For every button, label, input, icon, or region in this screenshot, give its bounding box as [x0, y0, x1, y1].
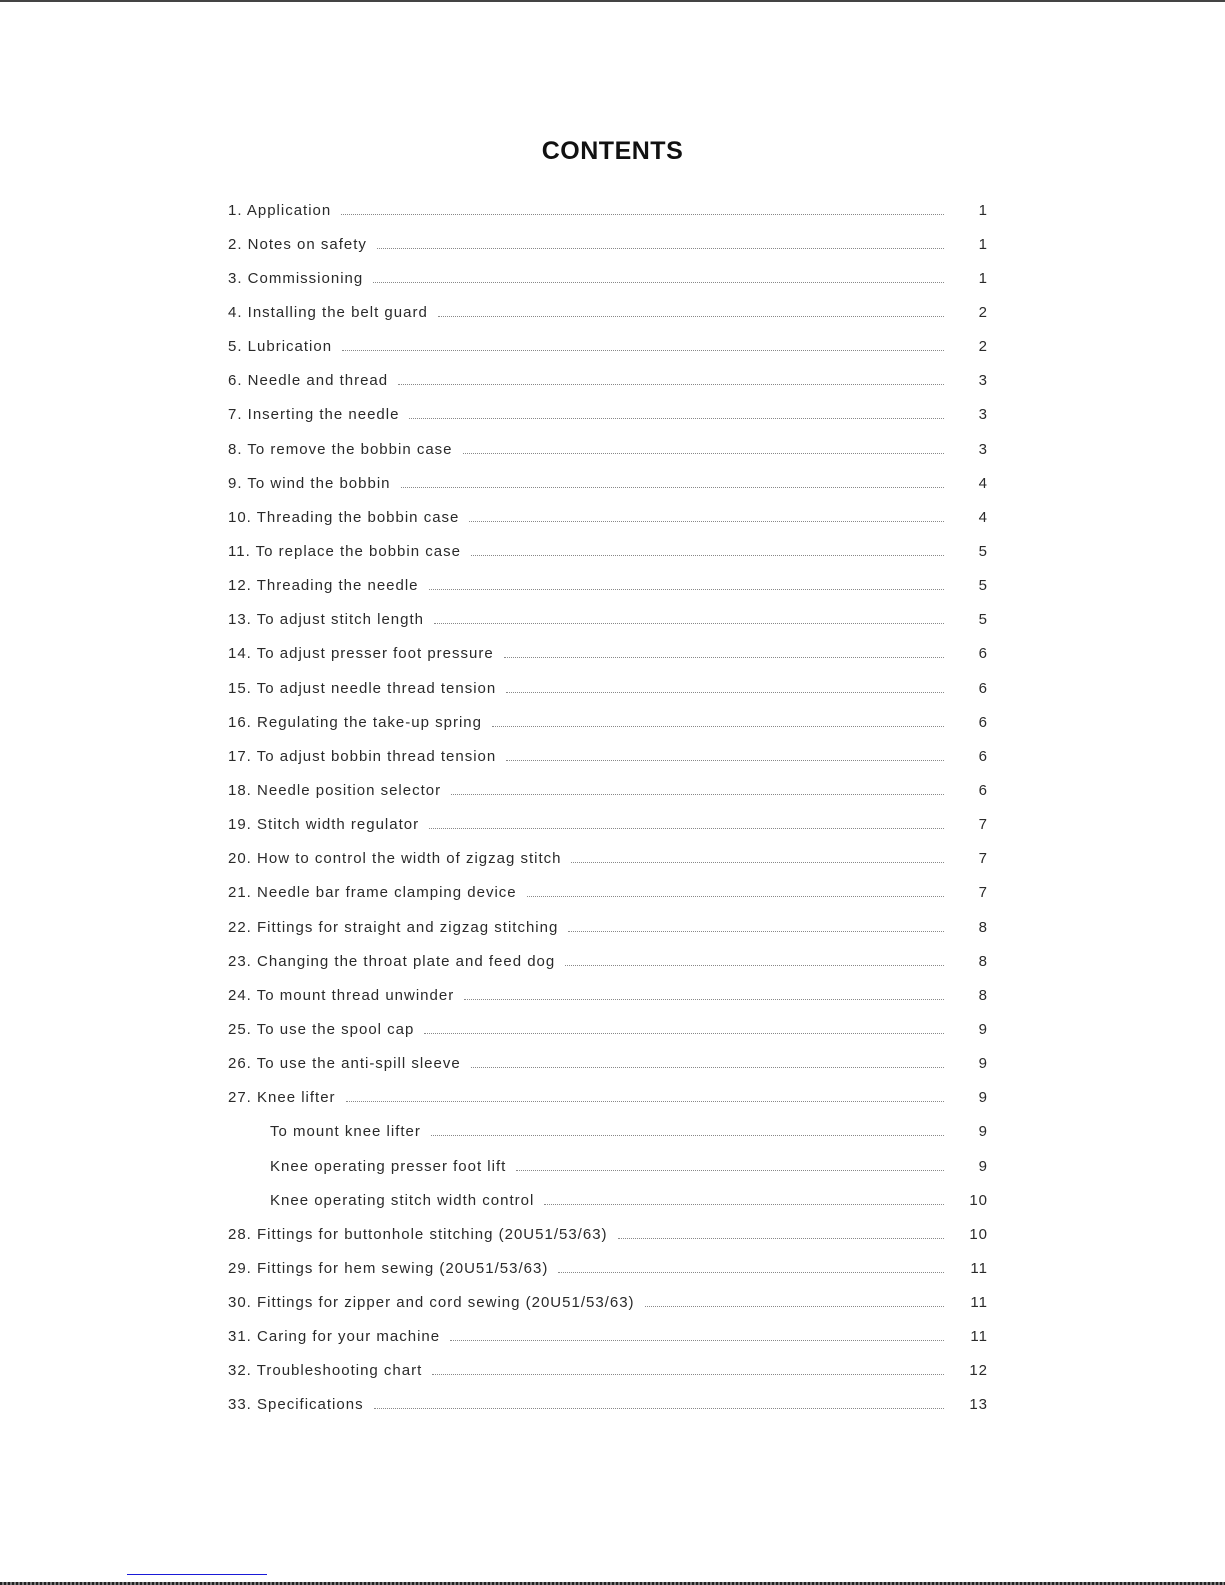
toc-entry-label: 31. Caring for your machine	[228, 1328, 441, 1346]
toc-entry-page: 3	[978, 406, 988, 424]
toc-entry-page: 2	[978, 338, 988, 356]
toc-entry-page: 9	[978, 1089, 988, 1107]
toc-entry-page: 10	[969, 1191, 988, 1209]
toc-entry-label: 25. To use the spool cap	[228, 1020, 415, 1038]
toc-entry-label: 29. Fittings for hem sewing (20U51/53/63)	[228, 1259, 549, 1277]
dot-leader	[618, 1238, 944, 1239]
dot-leader	[346, 1101, 944, 1102]
dot-leader	[401, 487, 945, 488]
dot-leader	[516, 1170, 944, 1171]
toc-entry[interactable]	[228, 842, 998, 876]
toc-entry[interactable]	[228, 466, 998, 500]
toc-entry[interactable]	[228, 705, 998, 739]
dot-leader	[432, 1374, 944, 1375]
dot-leader	[504, 657, 944, 658]
toc-entry-page: 5	[978, 577, 988, 595]
toc-entry-page: 9	[978, 1123, 988, 1141]
dot-leader	[424, 1033, 944, 1034]
toc-entry[interactable]	[228, 534, 998, 568]
toc-entry[interactable]	[228, 1081, 998, 1115]
toc-entry[interactable]	[228, 739, 998, 773]
dot-leader	[464, 999, 944, 1000]
toc-entry[interactable]	[228, 1047, 998, 1081]
dot-leader	[451, 794, 944, 795]
toc-entry[interactable]	[228, 603, 998, 637]
dot-leader	[471, 1067, 944, 1068]
toc-entry[interactable]	[228, 364, 998, 398]
dot-leader	[398, 384, 944, 385]
toc-entry-label: 32. Troubleshooting chart	[228, 1362, 423, 1380]
toc-entry[interactable]	[228, 330, 998, 364]
toc-entry-label: 16. Regulating the take-up spring	[228, 713, 482, 731]
toc-entry[interactable]	[228, 910, 998, 944]
toc-entry-label: 15. To adjust needle thread tension	[228, 679, 497, 697]
toc-entry[interactable]	[228, 500, 998, 534]
toc-entry-page: 5	[978, 611, 988, 629]
toc-entry-label: 7. Inserting the needle	[228, 406, 400, 424]
dot-leader	[544, 1204, 944, 1205]
dot-leader	[341, 214, 944, 215]
dot-leader	[429, 589, 944, 590]
toc-entry-page: 7	[978, 816, 988, 834]
toc-entry[interactable]	[228, 569, 998, 603]
toc-entry-page: 3	[978, 440, 988, 458]
toc-entry-label: 13. To adjust stitch length	[228, 611, 424, 629]
toc-entry-page: 6	[978, 747, 988, 765]
dot-leader	[527, 896, 944, 897]
dot-leader	[463, 453, 944, 454]
dot-leader	[565, 965, 944, 966]
toc-entry-page: 11	[970, 1259, 988, 1277]
toc-entry-page: 9	[978, 1157, 988, 1175]
top-border	[0, 0, 1225, 2]
toc-entry[interactable]	[228, 1012, 998, 1046]
toc-entry[interactable]	[228, 808, 998, 842]
dot-leader	[377, 248, 944, 249]
table-of-contents	[228, 193, 998, 1422]
toc-entry-page: 4	[978, 508, 988, 526]
toc-entry-label: 21. Needle bar frame clamping device	[228, 884, 517, 902]
dot-leader	[431, 1135, 944, 1136]
toc-entry[interactable]	[228, 671, 998, 705]
toc-entry-label: 19. Stitch width regulator	[228, 816, 420, 834]
toc-entry-page: 1	[978, 269, 988, 287]
toc-entry-label: 18. Needle position selector	[228, 781, 442, 799]
toc-entry-label: Knee operating presser foot lift	[270, 1157, 507, 1175]
toc-entry[interactable]	[228, 432, 998, 466]
toc-entry-page: 9	[978, 1055, 988, 1073]
toc-entry[interactable]	[228, 1115, 998, 1149]
toc-entry-page: 11	[970, 1294, 988, 1312]
toc-entry[interactable]	[228, 1320, 998, 1354]
toc-entry-page: 8	[978, 952, 988, 970]
toc-entry-label: 27. Knee lifter	[228, 1089, 336, 1107]
dot-leader	[506, 760, 944, 761]
dot-leader	[450, 1340, 944, 1341]
toc-entry-page: 7	[978, 884, 988, 902]
toc-entry-page: 3	[978, 372, 988, 390]
toc-entry-label: 20. How to control the width of zigzag stitch	[228, 850, 562, 868]
toc-entry-page: 9	[978, 1020, 988, 1038]
toc-entry[interactable]	[228, 637, 998, 671]
toc-entry[interactable]	[228, 1286, 998, 1320]
toc-entry-page: 12	[969, 1362, 988, 1380]
dot-leader	[469, 521, 944, 522]
toc-entry[interactable]	[228, 1251, 998, 1285]
dot-leader	[438, 316, 944, 317]
toc-entry-page: 2	[978, 303, 988, 321]
dot-leader	[373, 282, 944, 283]
toc-entry-page: 5	[978, 542, 988, 560]
toc-entry-label: 24. To mount thread unwinder	[228, 986, 455, 1004]
toc-entry[interactable]	[228, 773, 998, 807]
toc-entry[interactable]	[228, 295, 998, 329]
toc-entry-page: 6	[978, 645, 988, 663]
dot-leader	[471, 555, 944, 556]
toc-entry-page: 8	[978, 918, 988, 936]
toc-entry-label: 14. To adjust presser foot pressure	[228, 645, 494, 663]
dot-leader	[434, 623, 944, 624]
toc-entry-label: 12. Threading the needle	[228, 577, 419, 595]
toc-entry-label: 4. Installing the belt guard	[228, 303, 428, 321]
dot-leader	[571, 862, 944, 863]
toc-entry-label: 11. To replace the bobbin case	[228, 542, 461, 560]
toc-entry[interactable]	[228, 193, 998, 227]
toc-entry[interactable]	[228, 1388, 998, 1422]
dot-leader	[645, 1306, 944, 1307]
toc-entry-label: 30. Fittings for zipper and cord sewing (20U51/53/63)	[228, 1294, 635, 1312]
toc-entry-label: 9. To wind the bobbin	[228, 474, 391, 492]
toc-entry-label: To mount knee lifter	[270, 1123, 421, 1141]
toc-entry-label: 23. Changing the throat plate and feed dog	[228, 952, 556, 970]
toc-entry[interactable]	[228, 227, 998, 261]
dot-leader	[374, 1408, 944, 1409]
toc-entry-page: 6	[978, 713, 988, 731]
dot-leader	[409, 418, 944, 419]
dot-leader	[492, 726, 944, 727]
toc-entry-label: 1. Application	[228, 201, 332, 219]
toc-entry[interactable]	[228, 944, 998, 978]
toc-entry[interactable]	[228, 261, 998, 295]
toc-entry-page: 6	[978, 781, 988, 799]
dot-leader	[558, 1272, 944, 1273]
toc-entry-label: 3. Commissioning	[228, 269, 364, 287]
toc-entry-page: 11	[970, 1328, 988, 1346]
toc-entry-page: 1	[978, 235, 988, 253]
toc-entry-label: 26. To use the anti-spill sleeve	[228, 1055, 461, 1073]
dot-leader	[342, 350, 944, 351]
toc-entry[interactable]	[228, 1149, 998, 1183]
toc-entry-page: 8	[978, 986, 988, 1004]
toc-entry[interactable]	[228, 1183, 998, 1217]
toc-entry-label: 2. Notes on safety	[228, 235, 367, 253]
dot-leader	[429, 828, 944, 829]
toc-entry-page: 10	[969, 1225, 988, 1243]
toc-entry[interactable]	[228, 1217, 998, 1251]
dot-leader	[506, 692, 944, 693]
toc-entry-label: 28. Fittings for buttonhole stitching (20U51/53/63)	[228, 1225, 608, 1243]
toc-entry-label: 17. To adjust bobbin thread tension	[228, 747, 497, 765]
page-title: CONTENTS	[541, 137, 684, 165]
toc-entry[interactable]	[228, 978, 998, 1012]
toc-entry-label: 5. Lubrication	[228, 338, 333, 356]
toc-entry-label: 33. Specifications	[228, 1396, 364, 1414]
toc-entry-label: 10. Threading the bobbin case	[228, 508, 460, 526]
toc-entry-page: 6	[978, 679, 988, 697]
toc-entry-label: Knee operating stitch width control	[270, 1191, 535, 1209]
toc-entry-label: 22. Fittings for straight and zigzag stitching	[228, 918, 559, 936]
toc-entry[interactable]	[228, 1354, 998, 1388]
toc-entry-page: 1	[978, 201, 988, 219]
toc-entry[interactable]	[228, 876, 998, 910]
toc-entry[interactable]	[228, 398, 998, 432]
toc-entry-label: 8. To remove the bobbin case	[228, 440, 453, 458]
toc-entry-page: 7	[978, 850, 988, 868]
link-underline[interactable]	[127, 1574, 267, 1575]
dot-leader	[568, 931, 944, 932]
toc-entry-label: 6. Needle and thread	[228, 372, 389, 390]
toc-entry-page: 4	[978, 474, 988, 492]
toc-entry-page: 13	[969, 1396, 988, 1414]
